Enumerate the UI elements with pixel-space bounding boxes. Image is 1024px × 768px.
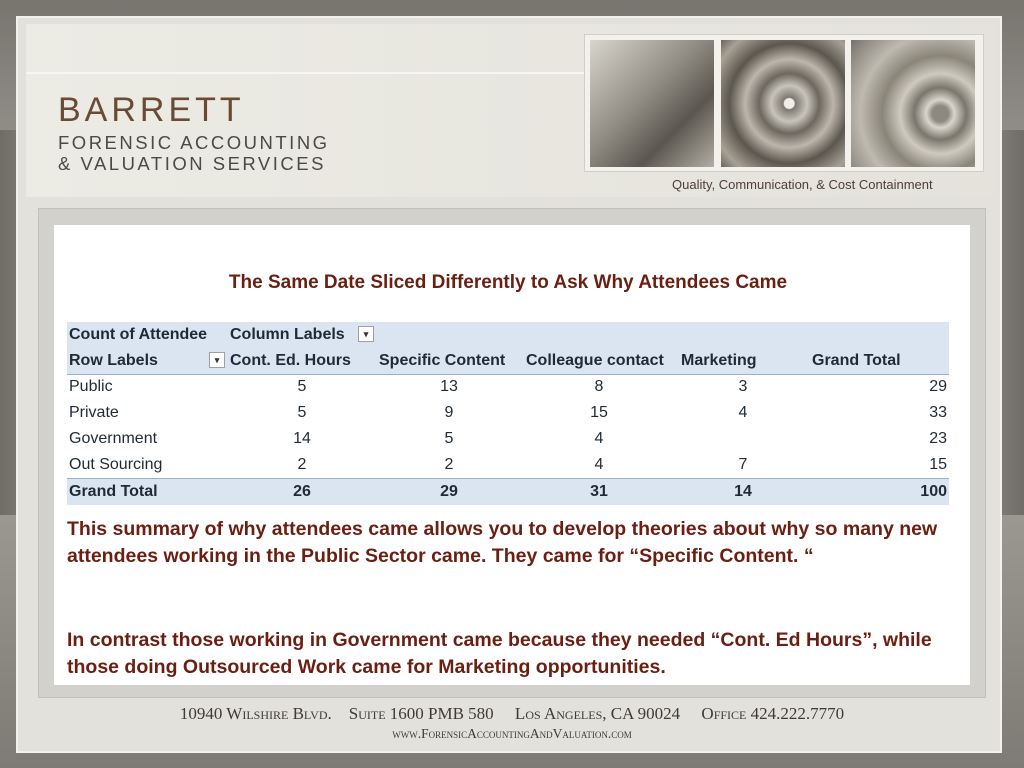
table-cell: 8	[594, 378, 604, 395]
table-cell: 4	[738, 404, 748, 421]
tagline: Quality, Communication, & Cost Containment	[672, 177, 933, 192]
table-cell: 13	[440, 378, 458, 395]
table-cell: 33	[929, 404, 947, 421]
architecture-column-image	[590, 40, 714, 167]
table-cell: 14	[293, 430, 311, 447]
table-cell: 14	[734, 483, 752, 500]
footer-address: 10940 Wilshire Blvd. Suite 1600 PMB 580 Los Angeles, CA 90024 Office 424.222.7770	[179, 704, 845, 723]
table-cell: 4	[594, 430, 604, 447]
table-cell: 29	[440, 483, 458, 500]
table-cell: 29	[929, 378, 947, 395]
row-label: Private	[69, 404, 119, 421]
table-cell: 5	[297, 404, 307, 421]
table-cell: 15	[929, 456, 947, 473]
brand-name: BARRETT	[58, 91, 245, 129]
grand-total-row	[67, 478, 949, 505]
table-cell: 7	[738, 456, 748, 473]
table-cell: 3	[738, 378, 748, 395]
table-cell: 4	[594, 456, 604, 473]
column-header: Cont. Ed. Hours	[230, 352, 351, 369]
table-row	[67, 400, 949, 426]
brand-subtitle-2: & VALUATION SERVICES	[58, 153, 326, 174]
table-row	[67, 452, 949, 478]
table-cell: 15	[590, 404, 608, 421]
table-row	[67, 374, 949, 400]
chevron-down-icon[interactable]: ▾	[358, 326, 374, 342]
footer-website: www.ForensicAccountingAndValuation.com	[392, 726, 632, 741]
row-label: Public	[69, 378, 113, 395]
column-header: Specific Content	[379, 352, 506, 369]
column-header: Grand Total	[812, 352, 901, 369]
table-cell: 100	[920, 483, 947, 500]
table-cell: 31	[590, 483, 608, 500]
pivot-header-row-1	[67, 322, 949, 348]
pivot-corner-label: Count of Attendee	[69, 326, 208, 343]
table-cell: 2	[444, 456, 454, 473]
row-label: Government	[69, 430, 158, 447]
table-cell: 26	[293, 483, 311, 500]
column-header: Marketing	[681, 352, 757, 369]
row-label: Grand Total	[69, 483, 158, 500]
spiral-staircase-image	[721, 40, 845, 167]
table-cell: 9	[444, 404, 454, 421]
table-cell: 2	[297, 456, 307, 473]
row-label: Out Sourcing	[69, 456, 163, 473]
summary-paragraph: This summary of why attendees came allows you to develop theories about why so many new attendees working in the Public Sector came. They came for “Specific Content. “	[67, 518, 938, 567]
table-cell: 5	[444, 430, 454, 447]
slide-title: The Same Date Sliced Differently to Ask Why Attendees Came	[228, 272, 788, 293]
chevron-down-icon[interactable]: ▾	[209, 352, 225, 368]
table-row	[67, 426, 949, 452]
pivot-header-row-2	[67, 348, 949, 375]
table-cell	[713, 426, 773, 452]
pivot-table	[67, 322, 949, 498]
scroll-volute-image	[851, 40, 975, 167]
column-labels-header: Column Labels	[230, 326, 345, 343]
header-rule	[26, 72, 586, 74]
table-cell: 5	[297, 378, 307, 395]
column-header: Colleague contact	[526, 352, 664, 369]
header-photo-strip	[584, 34, 984, 172]
brand-subtitle-1: FORENSIC ACCOUNTING	[58, 132, 330, 153]
row-labels-header: Row Labels	[69, 352, 158, 369]
table-cell: 23	[929, 430, 947, 447]
contrast-paragraph: In contrast those working in Government came because they needed “Cont. Ed Hours”, while those doing Outsourced Work came for Marketing opportunities.	[67, 629, 932, 678]
